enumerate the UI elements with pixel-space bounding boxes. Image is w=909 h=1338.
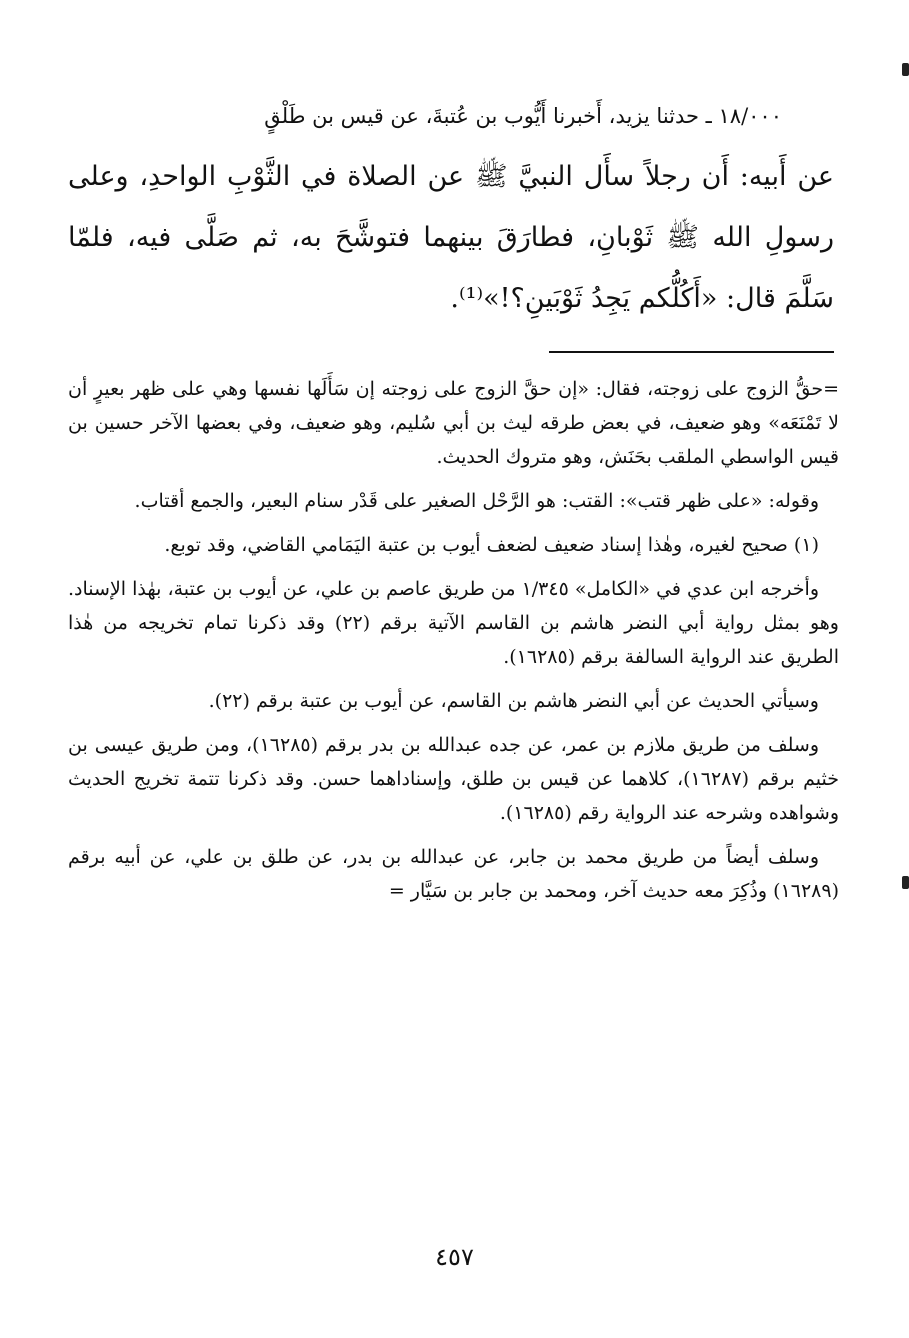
footnote-continuation: =حقُّ الزوج على زوجته، فقال: «إن حقَّ الزوج على زوجته إن سَأَلَها نفسها وهي على ظهر بعيرٍ أن لا تَمْنَعَه» وهو ضعيف، في بعض طرقه ليث بن أبي سُليم، وهو ضعيف، وفي بعضها الآخر حسين بن قيس الواسطي الملقب بحَنَش، وهو متروك الحديث. <box>68 378 839 468</box>
hadith-isnad-line: ١٨/٠٠٠ ـ حدثنا يزيد، أَخبرنا أَيُّوب بن عُتبةَ، عن قيس بن طَلْقٍ <box>264 104 782 128</box>
footnote-separator <box>549 351 834 353</box>
footnote-paragraph: وسيأتي الحديث عن أبي النضر هاشم بن القاسم، عن أيوب بن عتبة برقم (٢٢). <box>208 690 819 712</box>
margin-mark-top <box>902 63 909 76</box>
hadith-body: عن أَبيه: أَن رجلاً سأَل النبيَّ ﷺ عن الصلاة في الثَّوْبِ الواحدِ، وعلى رسولِ الله ﷺ ثَوْبانِ، فطارَقَ بينهما فتوشَّحَ به، ثم صَلَّى فيه، فلمّا سَلَّمَ قال: «أَكُلُّكم يَجِدُ ثَوْبَينِ؟!»⁽¹⁾. <box>68 161 834 314</box>
footnote-1: (١) صحيح لغيره، وهٰذا إسناد ضعيف لضعف أيوب بن عتبة اليَمَامي القاضي، وقد توبع. <box>164 534 819 556</box>
footnotes <box>68 372 839 918</box>
page-number: ٤٥٧ <box>435 1243 474 1271</box>
footnote-paragraph: وسلف أيضاً من طريق محمد بن جابر، عن عبدالله بن بدر، عن طلق بن علي، عن أبيه برقم (١٦٢٨٩) وذُكِرَ معه حديث آخر، ومحمد بن جابر بن سَيَّار = <box>68 846 839 902</box>
footnote-paragraph: وأخرجه ابن عدي في «الكامل» ١/٣٤٥ من طريق عاصم بن علي، عن أيوب بن عتبة، بهٰذا الإسناد. وهو بمثل رواية أبي النضر هاشم بن القاسم الآتية برقم (٢٢) وقد ذكرنا تمام تخريجه من هٰذا الطريق عند الرواية السالفة برقم (١٦٢٨٥). <box>68 578 839 668</box>
margin-mark-middle <box>902 876 909 889</box>
hadith-text <box>68 100 834 329</box>
footnote-paragraph: وسلف من طريق ملازم بن عمر، عن جده عبدالله بن بدر برقم (١٦٢٨٥)، ومن طريق عيسى بن خثيم برقم (١٦٢٨٧)، كلاهما عن قيس بن طلق، وإسناداهما حسن. وقد ذكرنا تتمة تخريج الحديث وشواهده وشرحه عند الرواية رقم (١٦٢٨٥). <box>68 734 839 824</box>
footnote-paragraph: وقوله: «على ظهر قتب»: القتب: هو الرَّحْل الصغير على قَدْر سنام البعير، والجمع أقتاب. <box>134 490 819 512</box>
